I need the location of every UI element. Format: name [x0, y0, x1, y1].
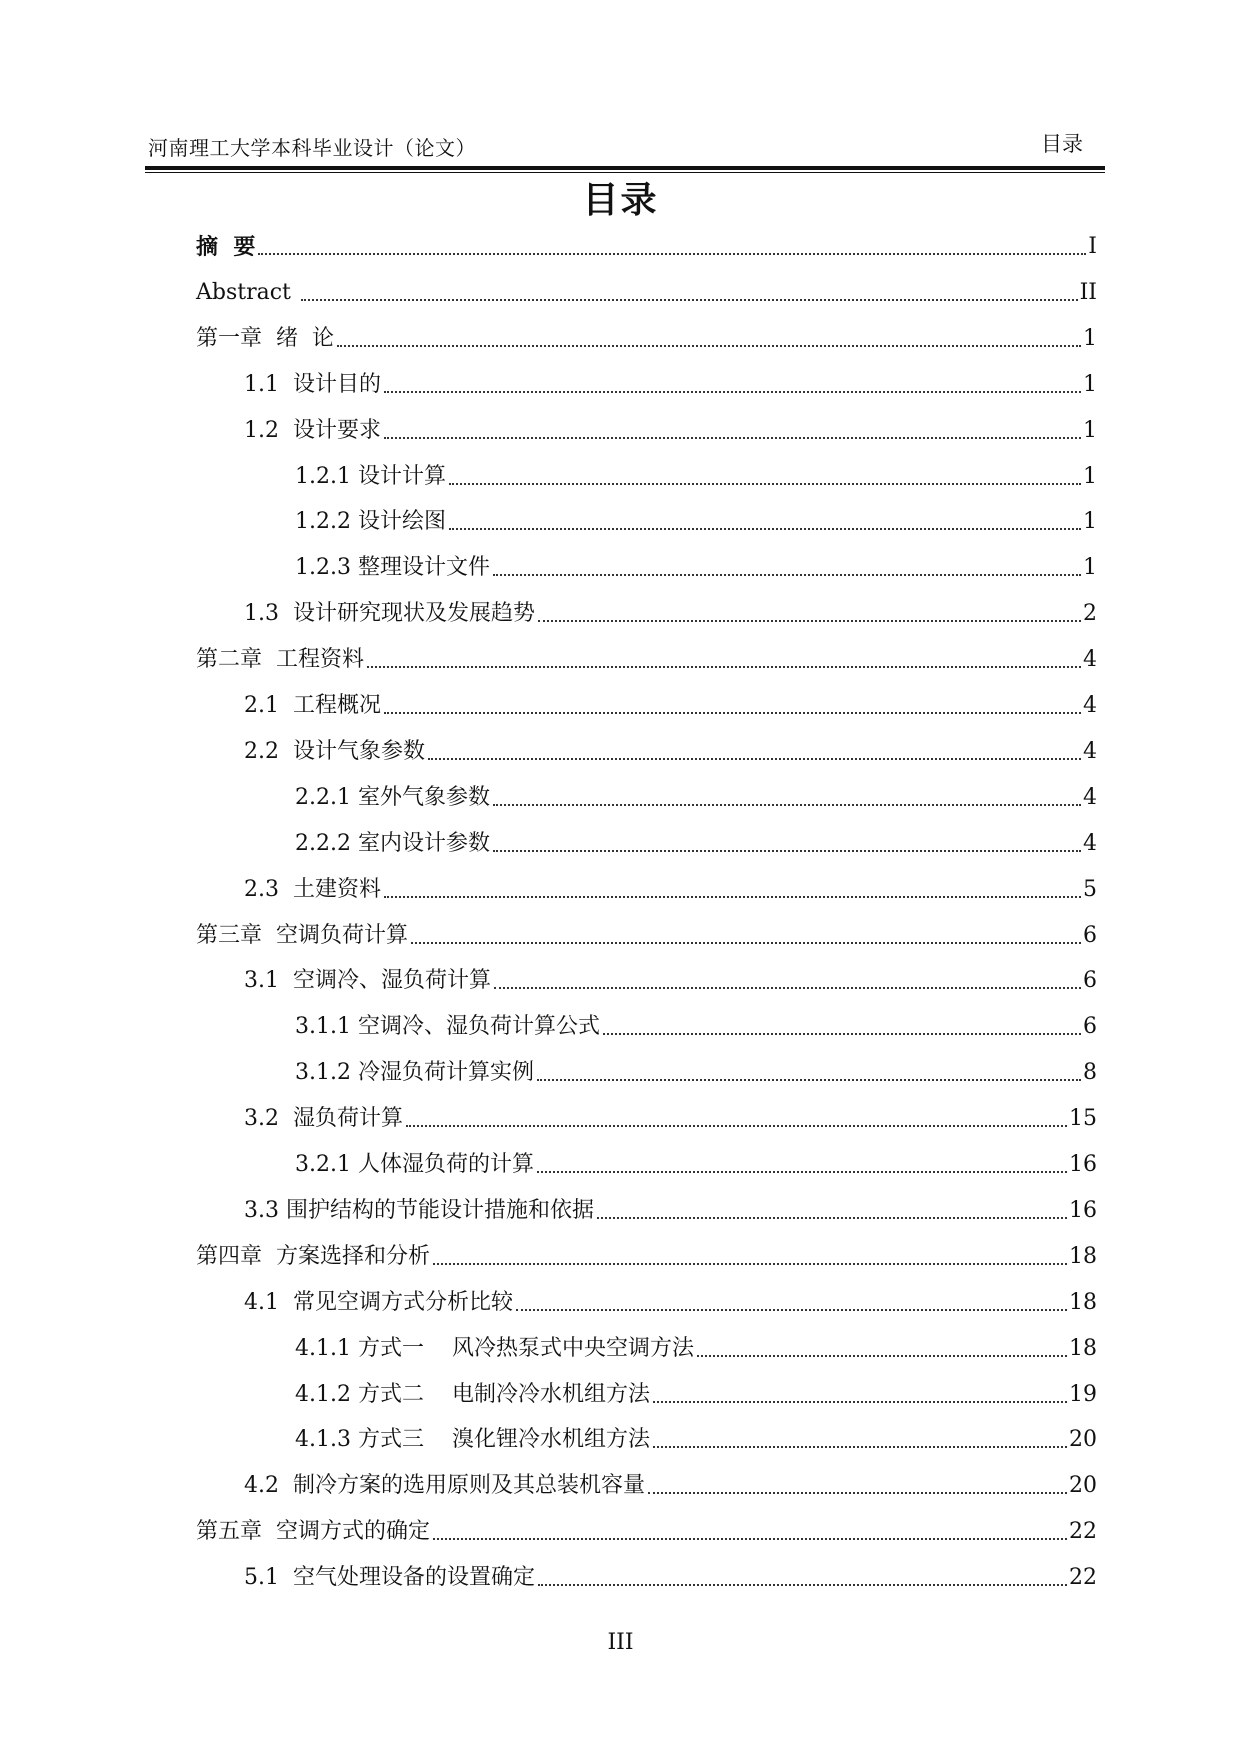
toc-entry-page: 4 — [1083, 693, 1097, 718]
toc-entry-label: 2.2.1 室外气象参数 — [295, 785, 490, 810]
toc-dot-leader — [603, 1033, 1081, 1035]
toc-entry-page: 22 — [1069, 1565, 1097, 1590]
toc-entry[interactable] — [295, 503, 1097, 537]
toc-entry-label: 4.1.1 方式一 风冷热泵式中央空调方法 — [295, 1336, 694, 1361]
toc-entry-label: 4.1.2 方式二 电制冷冷水机组方法 — [295, 1382, 650, 1407]
toc-entry[interactable] — [244, 962, 1097, 996]
toc-dot-leader — [367, 666, 1081, 668]
toc-dot-leader — [384, 437, 1081, 439]
toc-entry-page: 1 — [1083, 509, 1097, 534]
toc-entry-page: 4 — [1083, 647, 1097, 672]
toc-dot-leader — [411, 942, 1081, 944]
toc-dot-leader — [537, 1079, 1081, 1081]
toc-entry-label: 2.2.2 室内设计参数 — [295, 831, 490, 856]
toc-entry-page: 22 — [1069, 1519, 1097, 1544]
toc-entry-page: 1 — [1083, 418, 1097, 443]
toc-dot-leader — [301, 299, 1078, 301]
toc-dot-leader — [653, 1446, 1067, 1448]
toc-dot-leader — [258, 253, 1086, 255]
toc-entry[interactable] — [244, 412, 1097, 446]
toc-entry-label: 2.1 工程概况 — [244, 693, 381, 718]
toc-entry-page: 20 — [1069, 1473, 1097, 1498]
toc-entry[interactable] — [244, 1100, 1097, 1134]
toc-entry-label: 第三章 空调负荷计算 — [196, 923, 408, 948]
toc-entry[interactable] — [244, 1559, 1097, 1593]
running-header-title: 河南理工大学本科毕业设计（论文） — [148, 136, 476, 160]
toc-dot-leader — [433, 1538, 1067, 1540]
toc-dot-leader — [516, 1309, 1067, 1311]
toc-entry-label: 第五章 空调方式的确定 — [196, 1519, 430, 1544]
toc-entry-page: II — [1079, 280, 1097, 305]
toc-entry[interactable] — [244, 1284, 1097, 1318]
toc-entry-page: 8 — [1083, 1060, 1097, 1085]
toc-entry-page: 6 — [1083, 968, 1097, 993]
toc-entry-label: 3.2 湿负荷计算 — [244, 1106, 403, 1131]
toc-entry-label: 3.2.1 人体湿负荷的计算 — [295, 1152, 534, 1177]
toc-dot-leader — [493, 574, 1081, 576]
toc-entry[interactable] — [196, 228, 1097, 262]
toc-dot-leader — [538, 1584, 1067, 1586]
toc-entry[interactable] — [244, 595, 1097, 629]
toc-dot-leader — [697, 1355, 1067, 1357]
toc-dot-leader — [537, 1171, 1067, 1173]
toc-entry-page: 20 — [1069, 1427, 1097, 1452]
toc-entry-label: Abstract — [196, 280, 298, 305]
toc-entry-page: 18 — [1069, 1336, 1097, 1361]
toc-entry[interactable] — [295, 825, 1097, 859]
toc-entry[interactable] — [295, 458, 1097, 492]
toc-dot-leader — [538, 620, 1081, 622]
toc-dot-leader — [406, 1125, 1067, 1127]
toc-entry-label: 第二章 工程资料 — [196, 647, 364, 672]
toc-entry[interactable] — [196, 641, 1097, 675]
toc-entry-page: 6 — [1083, 1014, 1097, 1039]
toc-entry-label: 1.1 设计目的 — [244, 372, 381, 397]
toc-entry[interactable] — [196, 274, 1097, 308]
toc-entry-label: 1.2.2 设计绘图 — [295, 509, 446, 534]
toc-entry[interactable] — [295, 1054, 1097, 1088]
toc-entry[interactable] — [295, 549, 1097, 583]
toc-entry-label: 1.2.1 设计计算 — [295, 464, 446, 489]
toc-dot-leader — [337, 345, 1081, 347]
toc-entry-label: 4.1 常见空调方式分析比较 — [244, 1290, 513, 1315]
toc-entry-page: 18 — [1069, 1244, 1097, 1269]
toc-entry-page: 18 — [1069, 1290, 1097, 1315]
toc-dot-leader — [384, 896, 1081, 898]
toc-entry-page: 1 — [1083, 464, 1097, 489]
toc-entry-label: 1.2.3 整理设计文件 — [295, 555, 490, 580]
toc-entry[interactable] — [295, 1421, 1097, 1455]
toc-entry-page: 16 — [1069, 1198, 1097, 1223]
toc-entry-label: 3.3 围护结构的节能设计措施和依据 — [244, 1198, 594, 1223]
toc-dot-leader — [449, 483, 1081, 485]
toc-entry-label: 5.1 空气处理设备的设置确定 — [244, 1565, 535, 1590]
toc-dot-leader — [653, 1401, 1067, 1403]
toc-entry-label: 第一章 绪 论 — [196, 326, 334, 351]
running-header-section: 目录 — [1041, 132, 1083, 156]
toc-entry-page: 4 — [1083, 739, 1097, 764]
toc-entry-page: 6 — [1083, 923, 1097, 948]
toc-entry[interactable] — [244, 733, 1097, 767]
toc-entry[interactable] — [295, 1376, 1097, 1410]
toc-entry[interactable] — [244, 1467, 1097, 1501]
toc-dot-leader — [597, 1217, 1067, 1219]
toc-entry-label: 2.2 设计气象参数 — [244, 739, 425, 764]
toc-entry-page: 4 — [1083, 831, 1097, 856]
toc-entry-label: 4.2 制冷方案的选用原则及其总装机容量 — [244, 1473, 645, 1498]
toc-entry-page: 2 — [1083, 601, 1097, 626]
toc-entry[interactable] — [196, 1513, 1097, 1547]
toc-entry-label: 1.3 设计研究现状及发展趋势 — [244, 601, 535, 626]
toc-entry-page: 19 — [1069, 1382, 1097, 1407]
toc-entry[interactable] — [196, 917, 1097, 951]
toc-dot-leader — [493, 850, 1081, 852]
toc-dot-leader — [493, 804, 1081, 806]
toc-heading: 目录 — [582, 179, 659, 221]
toc-entry-page: 1 — [1083, 555, 1097, 580]
toc-entry[interactable] — [244, 366, 1097, 400]
toc-dot-leader — [428, 758, 1081, 760]
toc-entry[interactable] — [295, 1330, 1097, 1364]
toc-entry-label: 1.2 设计要求 — [244, 418, 381, 443]
toc-entry[interactable] — [244, 687, 1097, 721]
toc-entry[interactable] — [196, 1238, 1097, 1272]
toc-dot-leader — [384, 391, 1081, 393]
toc-dot-leader — [648, 1492, 1067, 1494]
toc-entry[interactable] — [295, 1146, 1097, 1180]
toc-entry-label: 3.1.1 空调冷、湿负荷计算公式 — [295, 1014, 600, 1039]
toc-entry-page: 5 — [1083, 877, 1097, 902]
toc-dot-leader — [494, 987, 1081, 989]
toc-entry[interactable] — [244, 1192, 1097, 1226]
toc-entry-page: 15 — [1069, 1106, 1097, 1131]
page-number: III — [607, 1630, 634, 1655]
toc-entry-label: 第四章 方案选择和分析 — [196, 1244, 430, 1269]
toc-dot-leader — [449, 528, 1081, 530]
toc-entry-page: I — [1088, 234, 1097, 259]
header-rule-thick — [145, 166, 1105, 170]
toc-entry-page: 1 — [1083, 372, 1097, 397]
toc-entry-label: 4.1.3 方式三 溴化锂冷水机组方法 — [295, 1427, 650, 1452]
toc-dot-leader — [384, 712, 1081, 714]
toc-entry-page: 4 — [1083, 785, 1097, 810]
toc-entry-label: 3.1 空调冷、湿负荷计算 — [244, 968, 491, 993]
toc-entry-label: 3.1.2 冷湿负荷计算实例 — [295, 1060, 534, 1085]
toc-dot-leader — [433, 1263, 1067, 1265]
toc-entry-page: 16 — [1069, 1152, 1097, 1177]
toc-entry[interactable] — [196, 320, 1097, 354]
toc-entry-label: 摘 要 — [196, 234, 256, 260]
toc-entry[interactable] — [244, 871, 1097, 905]
toc-entry-page: 1 — [1083, 326, 1097, 351]
toc-entry-label: 2.3 土建资料 — [244, 877, 381, 902]
toc-entry[interactable] — [295, 1008, 1097, 1042]
toc-entry[interactable] — [295, 779, 1097, 813]
